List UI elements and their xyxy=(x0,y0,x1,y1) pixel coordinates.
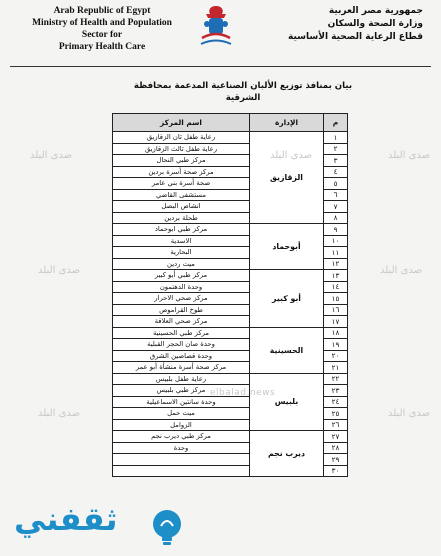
row-number: ١٤ xyxy=(324,281,348,293)
header-divider xyxy=(10,66,431,67)
document-title xyxy=(118,80,368,104)
center-name-cell: ميت ردين xyxy=(113,258,250,270)
table-row xyxy=(113,373,348,385)
row-number: ٢٥ xyxy=(324,408,348,420)
row-number: ١٨ xyxy=(324,327,348,339)
center-name-cell: انشاص البصل xyxy=(113,201,250,213)
row-number: ١٢ xyxy=(324,258,348,270)
header-left-line: Primary Health Care xyxy=(58,42,146,52)
center-name-cell: البحارية xyxy=(113,247,250,259)
table-row xyxy=(113,132,348,144)
center-name-cell: صحة أسرة بني عامر xyxy=(113,178,250,190)
center-name-cell: مركز طبي أبو كبير xyxy=(113,270,250,282)
row-number: ٢٣ xyxy=(324,385,348,397)
center-name-cell: طوخ القراموص xyxy=(113,304,250,316)
row-number: ٥ xyxy=(324,178,348,190)
table-row xyxy=(113,270,348,282)
row-number: ٣ xyxy=(324,155,348,167)
watermark: صدى البلد xyxy=(30,150,73,161)
row-number: ٢٨ xyxy=(324,442,348,454)
row-number: ٧ xyxy=(324,201,348,213)
admin-cell: الزقازيق xyxy=(250,132,324,224)
row-number: ١١ xyxy=(324,247,348,259)
table-header-row xyxy=(113,114,348,132)
center-name-cell: وحدة صان الحجر القبلية xyxy=(113,339,250,351)
header-left-line: Arab Republic of Egypt xyxy=(53,6,151,16)
admin-cell: ديرب نجم xyxy=(250,431,324,477)
admin-cell: أبو كبير xyxy=(250,270,324,328)
center-name-cell: مركز طبي الحسينية xyxy=(113,327,250,339)
admin-cell: بلبيس xyxy=(250,373,324,431)
row-number: ٢٢ xyxy=(324,373,348,385)
row-number: ١ xyxy=(324,132,348,144)
header-center: اسم المركز xyxy=(113,114,250,132)
center-name-cell: طحلة بردين xyxy=(113,212,250,224)
center-name-cell: مركز طبي بلبيس xyxy=(113,385,250,397)
center-name-cell xyxy=(113,465,250,477)
lightbulb-icon xyxy=(150,508,184,548)
watermark: صدى البلد xyxy=(38,265,81,276)
row-number: ٢١ xyxy=(324,362,348,374)
center-name-cell: وحدة قصاصين الشرق xyxy=(113,350,250,362)
row-number: ١٠ xyxy=(324,235,348,247)
row-number: ١٩ xyxy=(324,339,348,351)
watermark: elbalad.news xyxy=(210,388,276,398)
table-row xyxy=(113,224,348,236)
table-row xyxy=(113,431,348,443)
table-row xyxy=(113,327,348,339)
row-number: ٢٦ xyxy=(324,419,348,431)
center-name-cell: مركز طبي ديرب نجم xyxy=(113,431,250,443)
center-name-cell: مستشفى القاضي xyxy=(113,189,250,201)
row-number: ١٧ xyxy=(324,316,348,328)
row-number: ٢٠ xyxy=(324,350,348,362)
watermark: صدى البلد xyxy=(388,150,431,161)
admin-cell: الحسينية xyxy=(250,327,324,373)
center-name-cell: مركز طبي النحال xyxy=(113,155,250,167)
header-right-line: قطاع الرعاية الصحية الأساسية xyxy=(288,32,423,42)
row-number: ٨ xyxy=(324,212,348,224)
center-name-cell: رعاية طفل بلبيس xyxy=(113,373,250,385)
row-number: ١٥ xyxy=(324,293,348,305)
header-right-line: جمهورية مصر العربية xyxy=(328,6,423,16)
row-number: ٢٤ xyxy=(324,396,348,408)
header-left-line: Ministry of Health and Population xyxy=(32,18,172,28)
header-right-block xyxy=(273,5,423,44)
center-name-cell: رعاية طفل ثان الزقازيق xyxy=(113,132,250,144)
watermark: صدى البلد xyxy=(38,408,81,419)
brand-name: ثقفني xyxy=(14,500,118,538)
row-number: ٤ xyxy=(324,166,348,178)
center-name-cell: الاسدية xyxy=(113,235,250,247)
title-line: بيان بمنافذ توزيع الألبان الصناعية المدعمة بمحافظة xyxy=(133,81,353,91)
center-name-cell: الزوامل xyxy=(113,419,250,431)
header-left-block xyxy=(22,5,182,53)
row-number: ٦ xyxy=(324,189,348,201)
watermark: صدى البلد xyxy=(388,408,431,419)
header-right-line: وزارة الصحة والسكان xyxy=(327,19,423,29)
watermark: صدى البلد xyxy=(380,265,423,276)
admin-cell: أبوحماد xyxy=(250,224,324,270)
center-name-cell: وحدة سانتين الاسماعيلية xyxy=(113,396,250,408)
distribution-table xyxy=(112,113,348,477)
center-name-cell: مركز طبي ابوحماد xyxy=(113,224,250,236)
center-name-cell xyxy=(113,454,250,466)
center-name-cell: وحدة الدهتمون xyxy=(113,281,250,293)
row-number: ٢ xyxy=(324,143,348,155)
header-left-line: Sector for xyxy=(81,30,123,40)
center-name-cell: وحدة xyxy=(113,442,250,454)
row-number: ١٣ xyxy=(324,270,348,282)
center-name-cell: مركز صحي الاحرار xyxy=(113,293,250,305)
watermark: صدى البلد xyxy=(270,150,313,161)
row-number: ٢٩ xyxy=(324,454,348,466)
ministry-logo xyxy=(196,4,236,48)
center-name-cell: رعاية طفل ثالث الزقازيق xyxy=(113,143,250,155)
row-number: ٣٠ xyxy=(324,465,348,477)
row-number: ١٦ xyxy=(324,304,348,316)
row-number: ٩ xyxy=(324,224,348,236)
center-name-cell: مركز صحة أسرة بردين xyxy=(113,166,250,178)
center-name-cell: مركز صحي العلاقة xyxy=(113,316,250,328)
title-line: الشرقية xyxy=(225,93,261,103)
header-num: م xyxy=(324,114,348,132)
header-admin: الإدارة xyxy=(250,114,324,132)
center-name-cell: ميت حمل xyxy=(113,408,250,420)
center-name-cell: مركز صحة أسرة منشأة أبو عمر xyxy=(113,362,250,374)
row-number: ٢٧ xyxy=(324,431,348,443)
